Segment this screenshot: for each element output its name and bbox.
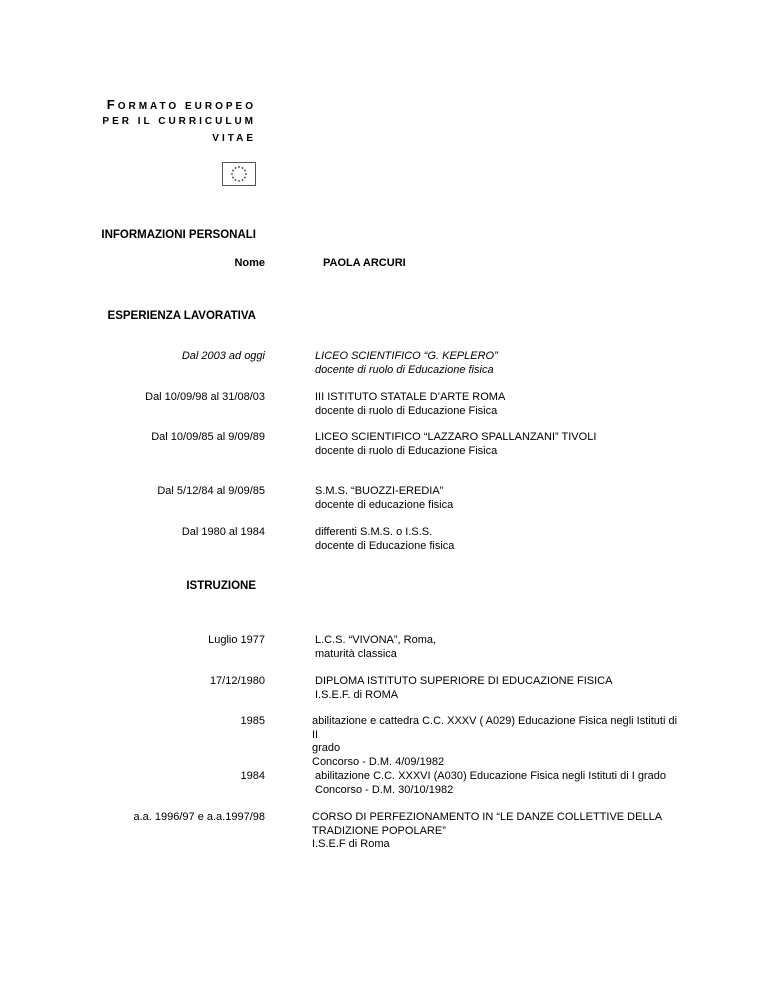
education-line: DIPLOMA ISTITUTO SUPERIORE DI EDUCAZIONE FISICA bbox=[315, 675, 613, 687]
education-line: Concorso - D.M. 4/09/1982 bbox=[312, 755, 445, 768]
experience-entry bbox=[315, 350, 685, 377]
experience-role: docente di educazione fisica bbox=[315, 498, 454, 511]
experience-entry bbox=[315, 526, 685, 553]
experience-role: docente di Educazione fisica bbox=[315, 539, 455, 552]
eu-flag-icon bbox=[222, 162, 256, 186]
education-date: 1984 bbox=[240, 770, 265, 782]
experience-date: Dal 10/09/85 al 9/09/89 bbox=[151, 431, 265, 443]
education-line: L.C.S. “VIVONA”, Roma, bbox=[315, 634, 437, 646]
experience-date: Dal 2003 ad oggi bbox=[181, 350, 265, 362]
experience-role: docente di ruolo di Educazione Fisica bbox=[315, 444, 498, 457]
education-line: abilitazione e cattedra C.C. XXXV ( A029) Educazione Fisica negli Istituti di II bbox=[312, 715, 678, 741]
cv-title-line-1: FORMATO EUROPEO bbox=[106, 97, 256, 112]
experience-entry bbox=[315, 391, 685, 418]
experience-entry bbox=[315, 485, 685, 512]
experience-employer: S.M.S. “BUOZZI-EREDIA” bbox=[315, 485, 444, 497]
experience-role: docente di ruolo di Educazione fisica bbox=[315, 363, 494, 376]
education-date: 1985 bbox=[240, 715, 265, 727]
cv-title-line-2: PER IL CURRICULUM bbox=[102, 116, 256, 127]
education-entry bbox=[315, 634, 685, 661]
experience-entry bbox=[315, 431, 685, 458]
education-entry bbox=[315, 675, 685, 702]
education-line: maturità classica bbox=[315, 647, 397, 660]
education-line: CORSO DI PERFEZIONAMENTO IN “LE DANZE COLLETTIVE DELLA bbox=[312, 811, 663, 823]
section-title-experience: ESPERIENZA LAVORATIVA bbox=[107, 310, 256, 322]
experience-date: Dal 10/09/98 al 31/08/03 bbox=[145, 391, 265, 403]
experience-date: Dal 1980 al 1984 bbox=[181, 526, 265, 538]
education-date: Luglio 1977 bbox=[208, 634, 265, 646]
experience-employer: differenti S.M.S. o I.S.S. bbox=[315, 526, 433, 538]
education-entry bbox=[315, 770, 685, 797]
name-label: Nome bbox=[234, 257, 265, 269]
education-entry bbox=[312, 715, 682, 769]
cv-title-line-3: VITAE bbox=[212, 133, 256, 144]
education-line: I.S.E.F. di ROMA bbox=[315, 688, 399, 701]
section-title-personal: INFORMAZIONI PERSONALI bbox=[101, 229, 256, 241]
experience-role: docente di ruolo di Educazione Fisica bbox=[315, 404, 498, 417]
education-date: 17/12/1980 bbox=[209, 675, 265, 687]
education-line: TRADIZIONE POPOLARE” bbox=[312, 824, 446, 837]
education-line: I.S.E.F di Roma bbox=[312, 838, 390, 850]
education-date: a.a. 1996/97 e a.a.1997/98 bbox=[133, 811, 265, 823]
education-line: abilitazione C.C. XXXVI (A030) Educazione Fisica negli Istituti di I grado bbox=[315, 770, 666, 782]
education-line: Concorso - D.M. 30/10/1982 bbox=[315, 783, 454, 796]
section-title-education: ISTRUZIONE bbox=[186, 580, 256, 592]
experience-employer: III ISTITUTO STATALE D’ARTE ROMA bbox=[315, 391, 506, 403]
experience-employer: LICEO SCIENTIFICO “LAZZARO SPALLANZANI” TIVOLI bbox=[315, 431, 597, 443]
experience-employer: LICEO SCIENTIFICO “G. KEPLERO” bbox=[315, 350, 498, 362]
education-entry bbox=[312, 811, 682, 852]
education-line: grado bbox=[312, 742, 341, 754]
experience-date: Dal 5/12/84 al 9/09/85 bbox=[157, 485, 265, 497]
name-value: PAOLA ARCURI bbox=[323, 257, 406, 269]
